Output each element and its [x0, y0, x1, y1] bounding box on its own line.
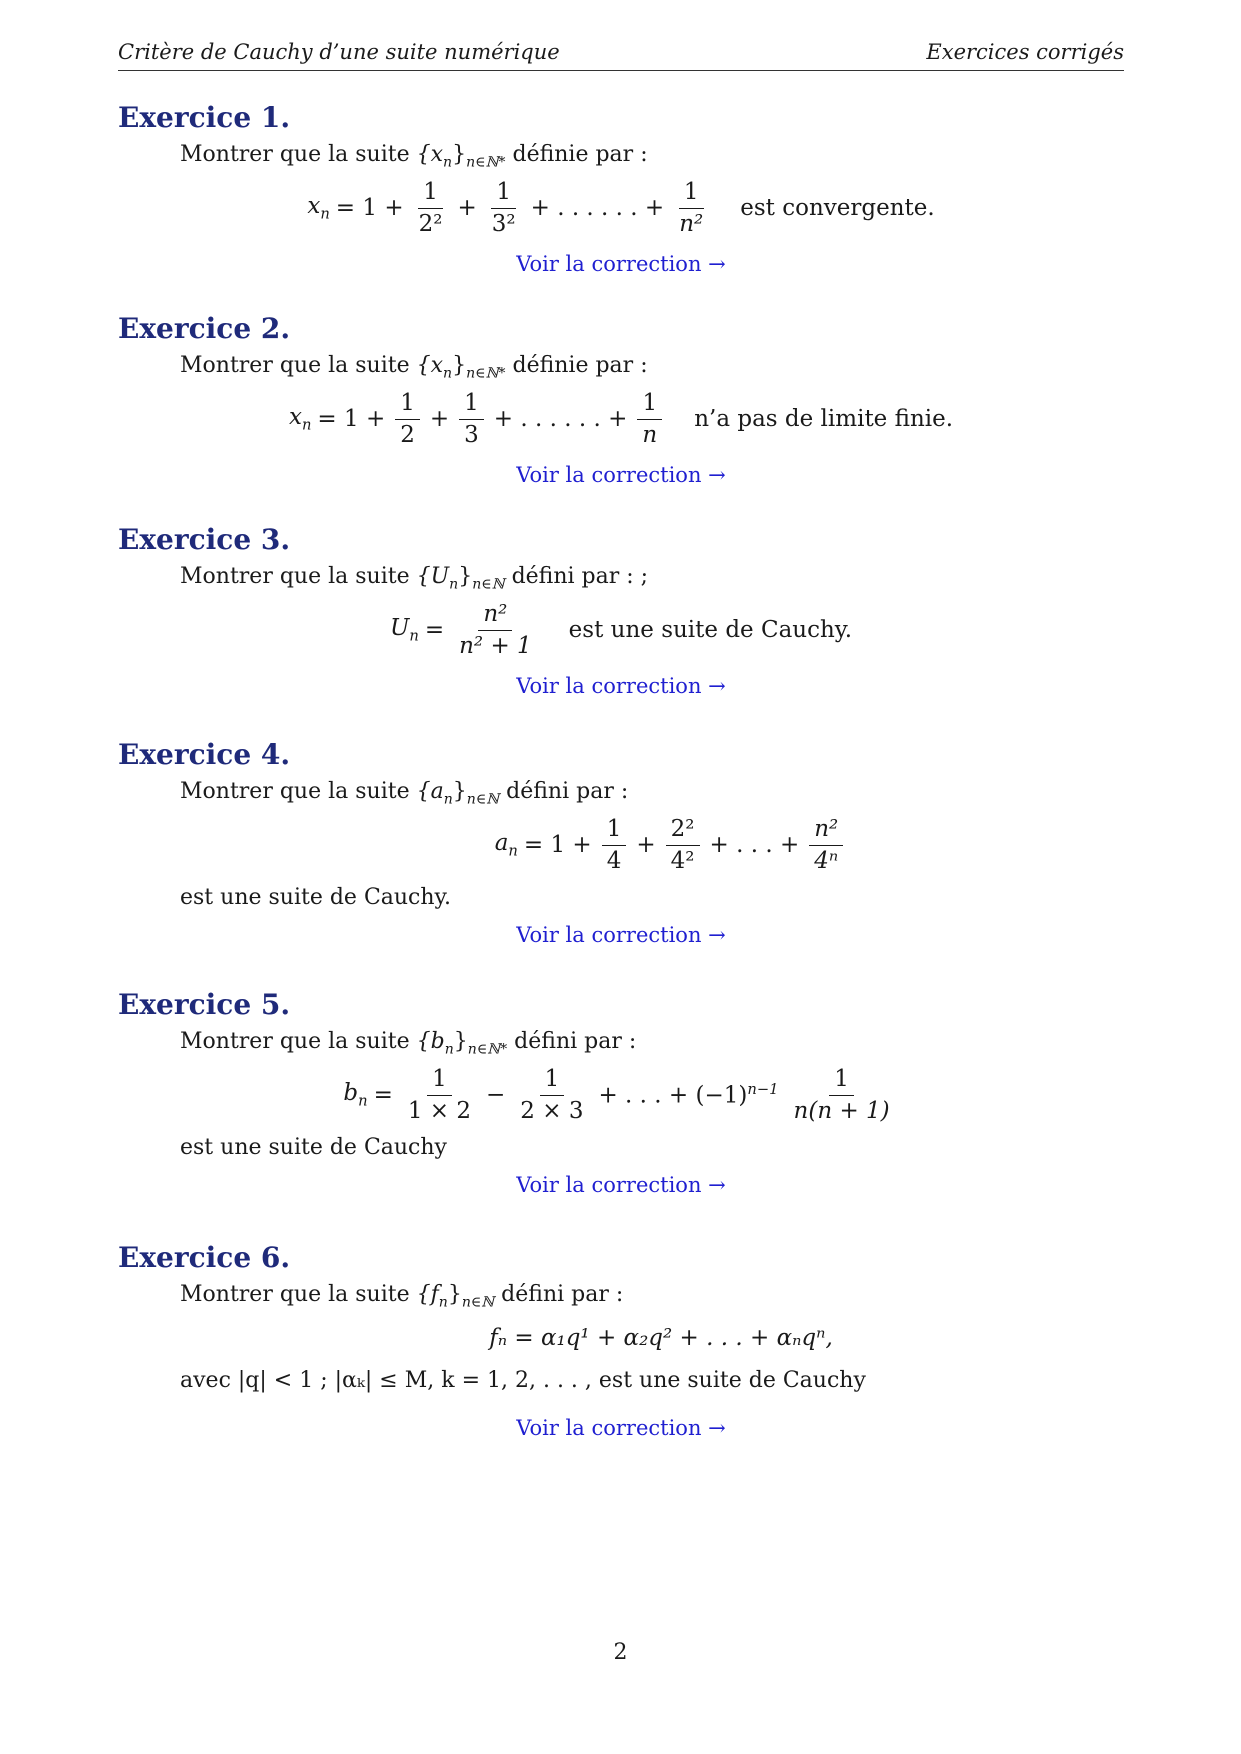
sequence-name: {x: [416, 142, 443, 167]
numerator: 1: [395, 391, 420, 419]
formula-op: +: [457, 195, 477, 221]
index-set: n∈ℕ: [472, 576, 505, 593]
fraction: [637, 391, 662, 446]
intro-text-after: défini par :: [514, 1029, 637, 1054]
fraction: [809, 817, 843, 872]
correction-link[interactable]: Voir la correction →: [516, 923, 726, 947]
index-set: n∈ℕ: [466, 791, 500, 808]
formula-lhs: [343, 1080, 367, 1110]
sequence-subscript: n: [444, 1041, 454, 1058]
formula: [118, 383, 1124, 455]
intro-text: Montrer que la suite: [180, 142, 410, 167]
sequence-subscript: n: [443, 365, 453, 382]
index-set: n∈ℕ*: [467, 1041, 508, 1058]
formula-op: + . . . . . . +: [493, 406, 628, 432]
formula-op: −: [486, 1082, 506, 1108]
formula-trailer: est convergente.: [740, 195, 935, 221]
exercise-conclusion: est une suite de Cauchy.: [180, 885, 452, 910]
fraction: [666, 817, 700, 872]
numerator: 1: [829, 1067, 854, 1095]
index-set: n∈ℕ: [461, 1294, 495, 1311]
lhs-var: a: [494, 830, 509, 857]
sequence-symbol: [416, 779, 500, 808]
numerator: 1: [540, 1067, 565, 1095]
exercise-title: Exercice 4.: [118, 738, 291, 771]
sequence-symbol: [416, 564, 505, 593]
formula-trailer: est une suite de Cauchy.: [568, 617, 853, 643]
fraction: [395, 391, 420, 446]
alternating-sign: + . . . + (−1): [598, 1082, 748, 1109]
formula-op: =: [373, 1082, 393, 1108]
formula: [118, 172, 1124, 244]
sequence-close: }: [447, 1282, 462, 1307]
lhs-var: x: [288, 404, 302, 431]
intro-text: Montrer que la suite: [180, 1282, 410, 1307]
sequence-name: {U: [416, 564, 450, 589]
formula-op: = 1 +: [523, 832, 592, 858]
formula-text: fₙ = α₁q¹ + α₂q² + . . . + αₙqⁿ,: [489, 1325, 833, 1351]
denominator: 4²: [670, 847, 695, 874]
numerator: 1: [459, 391, 484, 419]
formula-lhs: [390, 615, 419, 645]
index-set: n∈ℕ*: [466, 154, 506, 171]
intro-text-after: défini par :: [506, 779, 629, 804]
fraction: [414, 180, 448, 235]
lhs-var: U: [389, 615, 410, 642]
sequence-name: {f: [416, 1282, 439, 1307]
sequence-close: }: [452, 142, 467, 167]
denominator: 3²: [491, 210, 516, 237]
exercise-intro: [180, 349, 1124, 383]
sequence-symbol: [416, 142, 506, 171]
sequence-subscript: n: [449, 576, 459, 593]
sequence-name: {a: [416, 779, 444, 804]
sequence-subscript: n: [443, 791, 453, 808]
intro-text-after: définie par :: [512, 353, 648, 378]
denominator: 2 × 3: [520, 1097, 584, 1124]
correction-link[interactable]: Voir la correction →: [516, 1173, 726, 1197]
lhs-sub: n: [508, 842, 518, 860]
fraction: [403, 1067, 476, 1122]
formula: [118, 594, 1124, 666]
denominator: 2²: [418, 210, 443, 237]
exercise-intro: [180, 1025, 1124, 1059]
fraction: [674, 180, 708, 235]
exercise-intro: [180, 138, 1124, 172]
page-header: [118, 36, 1124, 71]
formula-op: + . . . +: [709, 832, 800, 858]
formula-op: + . . . . . . +: [530, 195, 665, 221]
fraction: [602, 817, 627, 872]
correction-link[interactable]: Voir la correction →: [516, 463, 726, 487]
exercise-3: [118, 520, 1124, 706]
sequence-close: }: [458, 564, 473, 589]
intro-text-after: défini par : ;: [511, 564, 649, 589]
exercise-intro: [180, 560, 1124, 594]
formula: [118, 809, 1124, 881]
sequence-close: }: [453, 1029, 468, 1054]
numerator: 1: [602, 817, 627, 845]
denominator: n²: [679, 210, 704, 237]
exercise-1: [118, 98, 1124, 284]
intro-text: Montrer que la suite: [180, 564, 410, 589]
formula-op: +: [429, 406, 450, 432]
fraction: [515, 1067, 588, 1122]
numerator: 1: [679, 180, 704, 208]
sequence-symbol: [416, 1029, 508, 1058]
fraction: [789, 1067, 895, 1122]
lhs-sub: n: [320, 205, 330, 223]
formula-op: = 1 +: [317, 406, 386, 432]
denominator: 3: [464, 421, 479, 448]
correction-link[interactable]: Voir la correction →: [516, 1416, 726, 1440]
exercise-title: Exercice 5.: [118, 988, 291, 1021]
formula-lhs: [289, 404, 311, 434]
numerator: n²: [809, 817, 843, 845]
exercise-title: Exercice 1.: [118, 101, 291, 134]
correction-link[interactable]: Voir la correction →: [516, 252, 726, 276]
sequence-subscript: n: [443, 154, 453, 171]
fraction: [487, 180, 521, 235]
sequence-name: {b: [416, 1029, 445, 1054]
exercise-title: Exercice 6.: [118, 1241, 291, 1274]
denominator: 4: [606, 847, 622, 874]
intro-text-after: défini par :: [501, 1282, 624, 1307]
numerator: 1: [491, 180, 516, 208]
sequence-close: }: [452, 353, 467, 378]
formula-op: = 1 +: [335, 195, 404, 221]
denominator: n: [642, 421, 658, 448]
lhs-sub: n: [301, 416, 312, 434]
formula: [118, 1312, 1124, 1364]
numerator: n²: [478, 602, 512, 630]
numerator: 1: [418, 180, 443, 208]
exercise-5: [118, 985, 1124, 1205]
denominator: n(n + 1): [793, 1097, 890, 1124]
lhs-var: b: [343, 1080, 359, 1107]
exercise-conclusion: avec |q| < 1 ; |αₖ| ≤ M, k = 1, 2, . . . , est une suite de Cauchy: [180, 1368, 866, 1393]
header-right-title: Exercices corrigés: [926, 40, 1124, 64]
denominator: 4ⁿ: [814, 847, 839, 874]
intro-text: Montrer que la suite: [180, 353, 410, 378]
page-number: 2: [613, 1640, 628, 1665]
exercise-2: [118, 309, 1124, 495]
exercise-title: Exercice 2.: [118, 312, 291, 345]
sequence-name: {x: [416, 353, 443, 378]
intro-text: Montrer que la suite: [180, 779, 410, 804]
lhs-var: x: [307, 193, 321, 220]
index-set: n∈ℕ*: [466, 365, 506, 382]
intro-text-after: définie par :: [512, 142, 648, 167]
sequence-symbol: [416, 353, 506, 382]
sequence-subscript: n: [438, 1294, 448, 1311]
formula-op: +: [636, 832, 656, 858]
numerator: 1: [637, 391, 662, 419]
fraction: [459, 391, 484, 446]
formula-op: =: [424, 617, 445, 643]
lhs-sub: n: [409, 627, 419, 645]
exercise-4: [118, 735, 1124, 955]
formula-trailer: n’a pas de limite finie.: [694, 406, 954, 432]
denominator: 1 × 2: [407, 1097, 472, 1124]
sequence-symbol: [416, 1282, 495, 1311]
exponent: n−1: [747, 1081, 779, 1099]
numerator: 1: [427, 1067, 452, 1095]
lhs-sub: n: [358, 1092, 368, 1110]
intro-text: Montrer que la suite: [180, 1029, 410, 1054]
denominator: 2: [400, 421, 415, 448]
correction-link[interactable]: Voir la correction →: [516, 674, 726, 698]
denominator: n² + 1: [459, 632, 532, 659]
header-left-title: Critère de Cauchy d’une suite numérique: [118, 40, 560, 64]
exercise-intro: [180, 1278, 1124, 1312]
exercise-conclusion: est une suite de Cauchy: [180, 1135, 447, 1160]
sequence-close: }: [452, 779, 467, 804]
formula-op: [598, 1081, 778, 1109]
fraction: [454, 602, 537, 657]
formula-lhs: [495, 830, 518, 860]
formula-lhs: [307, 193, 329, 223]
exercise-6: [118, 1238, 1124, 1448]
numerator: 2²: [666, 817, 700, 845]
exercise-title: Exercice 3.: [118, 523, 291, 556]
exercise-intro: [180, 775, 1124, 809]
formula: [118, 1059, 1124, 1131]
